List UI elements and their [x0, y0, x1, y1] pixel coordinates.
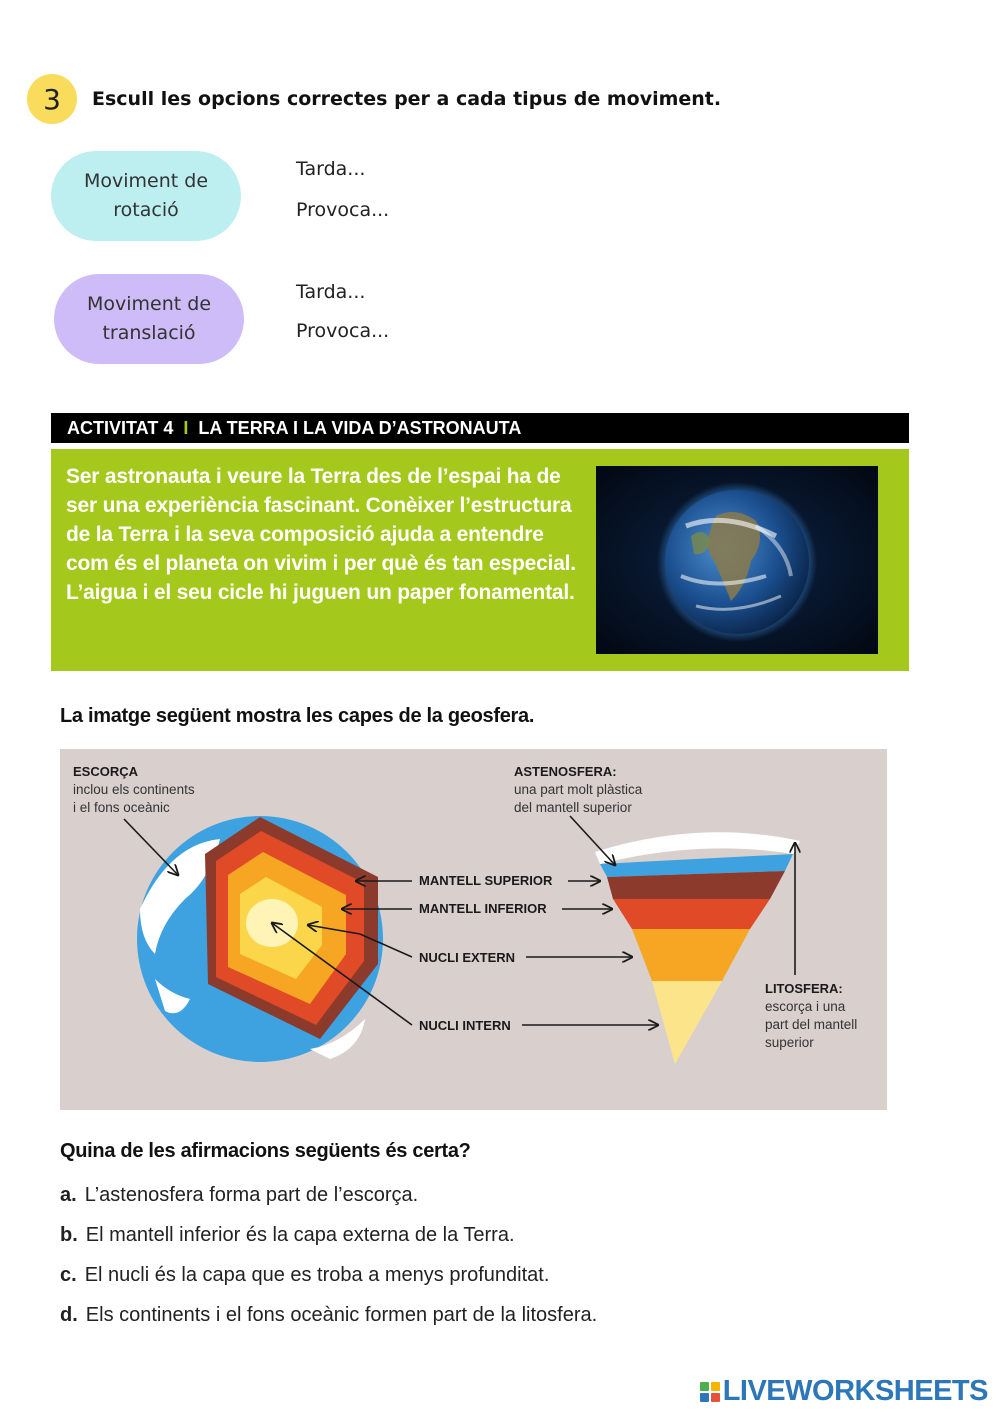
logo-square-red [711, 1393, 720, 1402]
answer-option-d[interactable] [60, 1304, 597, 1327]
activity-intro-text: Ser astronauta i veure la Terra des de l’espai ha de ser una experiència fascinant. Conèixer l’estructura de la Terra i la seva composició ajuda a entendre com és el planeta on vivim i per què és tan especial. L’aigua i el seu cicle hi juguen un paper fonamental. [66, 465, 576, 604]
label-litosfera-desc-1: escorça i una [765, 999, 846, 1014]
geosphere-heading: La imatge següent mostra les capes de la geosfera. [60, 705, 535, 727]
label-escorca-desc-2: i el fons oceànic [73, 800, 170, 815]
activity-title: LA TERRA I LA VIDA D’ASTRONAUTA [198, 417, 522, 438]
activity-number: ACTIVITAT 4 [67, 417, 174, 438]
label-mantell-superior: MANTELL SUPERIOR [419, 873, 553, 888]
label-mantell-inferior: MANTELL INFERIOR [419, 901, 547, 916]
label-litosfera-desc-3: superior [765, 1035, 814, 1050]
answer-text: Els continents i el fons oceànic formen part de la litosfera. [85, 1304, 598, 1326]
label-escorca-desc-1: inclou els continents [73, 782, 195, 797]
rotation-option-tarda[interactable]: Tarda... [296, 158, 366, 180]
answer-letter: d. [60, 1304, 78, 1326]
label-nucli-intern: NUCLI INTERN [419, 1018, 511, 1033]
answer-letter: c. [60, 1264, 77, 1286]
liveworksheets-logo [700, 1375, 988, 1408]
rotation-option-provoca[interactable]: Provoca... [296, 199, 390, 221]
liveworksheets-logo-icon [700, 1382, 720, 1402]
wedge-upper-mantle [613, 899, 770, 929]
translation-movement-label: Moviment de translació [54, 274, 244, 364]
label-escorca-title: ESCORÇA [73, 764, 139, 779]
liveworksheets-brand-text: LIVEWORKSHEETS [722, 1375, 988, 1407]
label-litosfera-title: LITOSFERA: [765, 981, 843, 996]
geosphere-layers-diagram [60, 749, 887, 1110]
answer-option-a[interactable] [60, 1184, 418, 1207]
earth-cutaway-illustration [137, 816, 383, 1062]
answer-option-b[interactable] [60, 1224, 515, 1247]
label-astenosfera-desc-1: una part molt plàstica [514, 782, 643, 797]
answer-letter: a. [60, 1184, 77, 1206]
question-number-badge [27, 74, 77, 124]
activity-separator: I [183, 417, 189, 438]
label-nucli-extern: NUCLI EXTERN [419, 950, 516, 965]
rotation-movement-label: Moviment de rotació [51, 151, 241, 241]
answer-text: L’astenosfera forma part de l’escorça. [84, 1184, 419, 1206]
label-astenosfera-title: ASTENOSFERA: [514, 764, 617, 779]
answer-option-c[interactable] [60, 1264, 549, 1287]
translation-option-tarda[interactable]: Tarda... [296, 281, 366, 303]
translation-option-provoca[interactable]: Provoca... [296, 320, 390, 342]
label-litosfera-desc-2: part del mantell [765, 1017, 858, 1032]
logo-square-blue [700, 1393, 709, 1402]
exercise-instruction: Escull les opcions correctes per a cada tipus de moviment. [92, 88, 722, 110]
question-number: 3 [43, 82, 61, 116]
answer-text: El nucli és la capa que es troba a menys profunditat. [84, 1264, 550, 1286]
earth-from-space-photo [596, 466, 878, 654]
answer-letter: b. [60, 1224, 78, 1246]
logo-square-yellow [711, 1382, 720, 1391]
answer-text: El mantell inferior és la capa externa de la Terra. [85, 1224, 515, 1246]
logo-square-green [700, 1382, 709, 1391]
label-astenosfera-desc-2: del mantell superior [514, 800, 632, 815]
quiz-question: Quina de les afirmacions següents és certa? [60, 1140, 471, 1162]
activity-header-bar [51, 413, 909, 443]
